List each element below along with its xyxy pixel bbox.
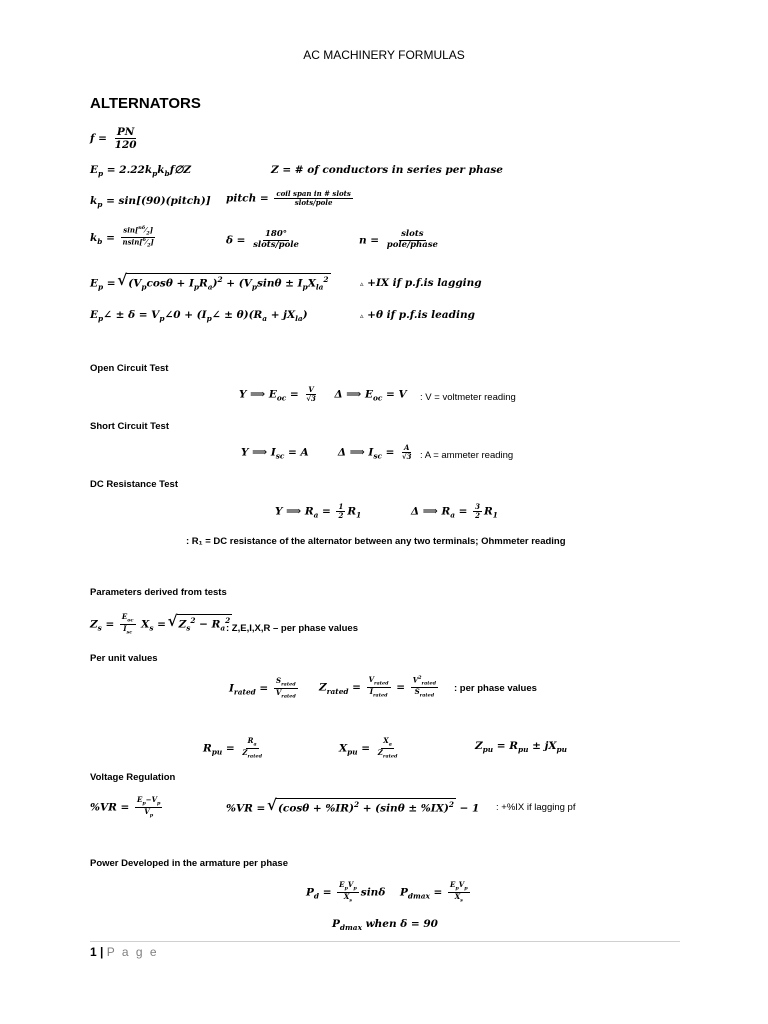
formula-i-rated: $I_{rated}$ = $\frac{S_{rated}}{V_{rated}}$ <box>229 676 296 700</box>
note-leading: ▵ +θ if p.f.is leading <box>360 309 475 321</box>
footer-divider <box>90 941 680 942</box>
formula-pdmax-condition: $P_{dmax}$ when δ = 90 <box>332 918 438 933</box>
page-label: P a g e <box>106 945 159 959</box>
note-voltmeter: : V = voltmeter reading <box>420 392 516 403</box>
formula-x-pu: $X_{pu}$ = $\frac{X_a}{Z_{rated}}$ <box>339 736 398 760</box>
formula-r-pu: $R_{pu}$ = $\frac{R_a}{Z_{rated}}$ <box>203 736 262 760</box>
formula-dc-delta: Δ ⟹ $R_a$ = $\frac{3}{2}$ $R_1$ <box>411 502 498 521</box>
section-heading-alternators: ALTERNATORS <box>90 95 201 112</box>
note-per-phase-values: : Z,E,I,X,R – per phase values <box>226 623 358 634</box>
formula-slot-angle: δ = $\frac{180^\circ}{\text{slots/pole}}$ <box>226 229 299 250</box>
page-footer <box>90 945 159 959</box>
formula-slots-per-pole-phase: n = $\frac{\text{slots}}{\text{pole/phase}}$ <box>359 229 438 250</box>
heading-open-circuit-test: Open Circuit Test <box>90 363 169 374</box>
heading-per-unit: Per unit values <box>90 653 158 664</box>
formula-ep-phasor: $E_p\angle \pm \delta$ = $V_p\angle 0$ + $(I_p\angle \pm \theta)(R_a + jX_{la})$ <box>90 309 308 324</box>
formula-z-pu: $Z_{pu} = R_{pu} \pm jX_{pu}$ <box>475 740 568 755</box>
formula-open-circuit: Y ⟹ $E_{oc}$ = $\frac{V}{√3}$ Δ ⟹ $E_{oc} = V$ <box>239 385 407 404</box>
page-separator: | <box>100 945 104 959</box>
formula-ep-magnitude: $E_p$ = √ $(V_p\cos\theta + I_pR_a)^2 + (V_p\sin\theta \pm I_pX_{la}^2$ <box>90 273 331 292</box>
note-conductors: Z = # of conductors in series per phase <box>271 164 503 176</box>
note-dc-resistance: : R₁ = DC resistance of the alternator between any two terminals; Ohmmeter reading <box>186 536 566 547</box>
formula-pitch-factor: $k_p$ = sin[(90)(pitch)] <box>90 195 211 210</box>
heading-dc-resistance-test: DC Resistance Test <box>90 479 178 490</box>
note-per-unit: : per phase values <box>454 683 537 694</box>
heading-voltage-regulation: Voltage Regulation <box>90 772 176 783</box>
heading-power-developed: Power Developed in the armature per phase <box>90 858 288 869</box>
formula-power-developed: $P_d$ = $\frac{E_pV_p}{X_s}$ sinδ $P_{dmax}$ = $\frac{E_pV_p}{X_s}$ <box>306 880 468 904</box>
formula-vr-per-unit: %VR = √ $(\cos\theta + \%IR)^2 + (\sin\theta \pm \%IX)^2 - 1$ <box>226 798 479 815</box>
formula-z-rated: $Z_{rated}$ = $\frac{V_{rated}}{I_{rated}}$ = $\frac{V^2_{rated}}{S_{rated}}$ <box>319 675 437 699</box>
formula-pitch: pitch = $\frac{\text{coil span in \# slots}}{\text{slots/pole}}$ <box>226 189 351 208</box>
formula-vr-basic: %VR = $\frac{E_p-V_p}{V_p}$ <box>90 795 161 819</box>
document-title: AC MACHINERY FORMULAS <box>303 48 465 62</box>
note-vr-lagging: : +%IX if lagging pf <box>496 802 576 813</box>
formula-frequency: f = $\frac{PN}{120}$ <box>90 126 137 152</box>
formula-dc-wye: Y ⟹ $R_a$ = $\frac{1}{2}$ $R_1$ <box>275 502 362 521</box>
formula-synchronous-impedance: $Z_s$ = $\frac{E_{oc}}{I_{sc}}$ $X_s$ = √ $Z_s^2 - R_a^2$ <box>90 613 232 636</box>
page-number: 1 <box>90 945 97 959</box>
formula-short-circuit: Y ⟹ $I_{sc} = A$ Δ ⟹ $I_{sc}$ = $\frac{A}{√3}$ <box>241 443 412 462</box>
note-lagging: ▵ +IX if p.f.is lagging <box>360 277 482 289</box>
formula-emf: $E_p$ = $2.22k_pk_bf\emptyset Z$ <box>90 164 192 179</box>
heading-parameters: Parameters derived from tests <box>90 587 227 598</box>
heading-short-circuit-test: Short Circuit Test <box>90 421 169 432</box>
formula-breadth-factor: $k_b$ = $\frac{\sin[^{n\delta}⁄_2]}{nsin[^\delta⁄_2]}$ <box>90 225 154 250</box>
note-ammeter: : A = ammeter reading <box>420 450 514 461</box>
